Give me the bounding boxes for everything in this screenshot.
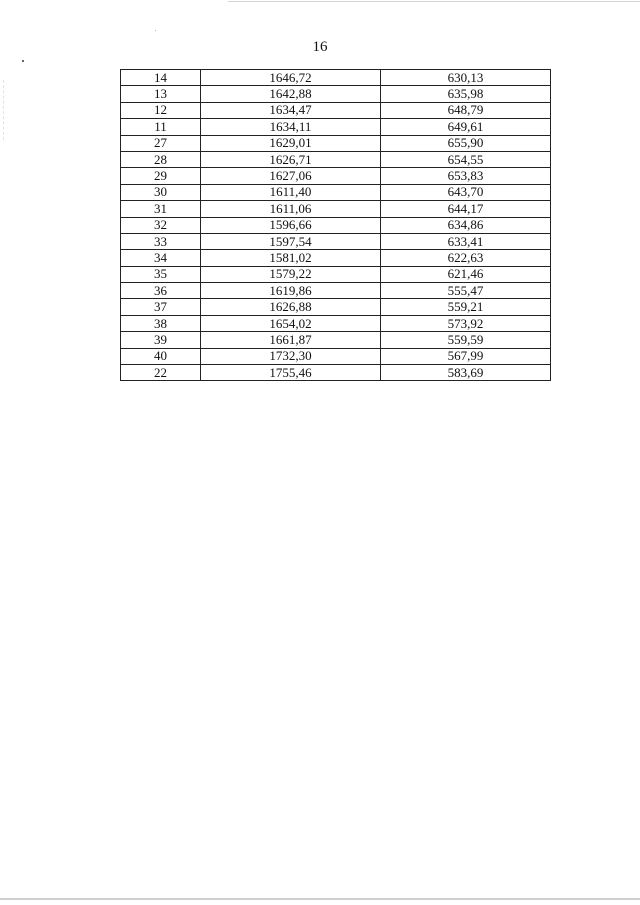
table-row [121,348,551,364]
point-number-cell: 11 [121,119,201,135]
x-coordinate-cell: 1579,22 [201,266,381,282]
point-number-cell: 29 [121,168,201,184]
point-number-cell: 30 [121,184,201,200]
point-number-cell: 31 [121,201,201,217]
scan-edge-left [3,80,5,140]
x-coordinate-cell: 1646,72 [201,70,381,86]
table-row [121,299,551,315]
point-number-cell: 35 [121,266,201,282]
y-coordinate-cell: 555,47 [381,283,551,299]
point-number-cell: 22 [121,365,201,381]
y-coordinate-cell: 643,70 [381,184,551,200]
table-row [121,119,551,135]
y-coordinate-cell: 630,13 [381,70,551,86]
y-coordinate-cell: 633,41 [381,233,551,249]
page-number: 16 [312,39,328,55]
y-coordinate-cell: 653,83 [381,168,551,184]
x-coordinate-cell: 1642,88 [201,86,381,102]
point-number-cell: 40 [121,348,201,364]
table-row [121,315,551,331]
point-number-cell: 34 [121,250,201,266]
x-coordinate-cell: 1596,66 [201,217,381,233]
y-coordinate-cell: 559,21 [381,299,551,315]
x-coordinate-cell: 1627,06 [201,168,381,184]
x-coordinate-cell: 1626,88 [201,299,381,315]
y-coordinate-cell: 634,86 [381,217,551,233]
point-number-cell: 33 [121,233,201,249]
table-row [121,86,551,102]
x-coordinate-cell: 1626,71 [201,151,381,167]
y-coordinate-cell: 644,17 [381,201,551,217]
y-coordinate-cell: 621,46 [381,266,551,282]
scan-edge-top [228,1,640,2]
x-coordinate-cell: 1611,06 [201,201,381,217]
y-coordinate-cell: 622,63 [381,250,551,266]
table-row [121,70,551,86]
point-number-cell: 13 [121,86,201,102]
x-coordinate-cell: 1619,86 [201,283,381,299]
point-number-cell: 38 [121,315,201,331]
x-coordinate-cell: 1654,02 [201,315,381,331]
x-coordinate-cell: 1755,46 [201,365,381,381]
y-coordinate-cell: 655,90 [381,135,551,151]
table-row [121,102,551,118]
table-body [121,70,551,381]
x-coordinate-cell: 1629,01 [201,135,381,151]
x-coordinate-cell: 1634,47 [201,102,381,118]
x-coordinate-cell: 1611,40 [201,184,381,200]
table-row [121,365,551,381]
table-row [121,217,551,233]
table-row [121,201,551,217]
point-number-cell: 39 [121,332,201,348]
point-number-cell: 27 [121,135,201,151]
table-row [121,266,551,282]
x-coordinate-cell: 1732,30 [201,348,381,364]
y-coordinate-cell: 573,92 [381,315,551,331]
point-number-cell: 12 [121,102,201,118]
x-coordinate-cell: 1661,87 [201,332,381,348]
point-number-cell: 36 [121,283,201,299]
table-row [121,283,551,299]
y-coordinate-cell: 649,61 [381,119,551,135]
y-coordinate-cell: 654,55 [381,151,551,167]
point-number-cell: 32 [121,217,201,233]
x-coordinate-cell: 1597,54 [201,233,381,249]
point-number-cell: 37 [121,299,201,315]
x-coordinate-cell: 1634,11 [201,119,381,135]
point-number-cell: 28 [121,151,201,167]
x-coordinate-cell: 1581,02 [201,250,381,266]
table-row [121,184,551,200]
y-coordinate-cell: 559,59 [381,332,551,348]
y-coordinate-cell: 635,98 [381,86,551,102]
y-coordinate-cell: 567,99 [381,348,551,364]
scan-speck [155,30,156,31]
table-row [121,135,551,151]
table-row [121,233,551,249]
y-coordinate-cell: 583,69 [381,365,551,381]
table-row [121,151,551,167]
coordinates-table [120,69,551,381]
scan-speck [22,60,24,62]
table-row [121,168,551,184]
table-row [121,332,551,348]
scan-edge-bottom [0,898,640,900]
point-number-cell: 14 [121,70,201,86]
table-row [121,250,551,266]
y-coordinate-cell: 648,79 [381,102,551,118]
